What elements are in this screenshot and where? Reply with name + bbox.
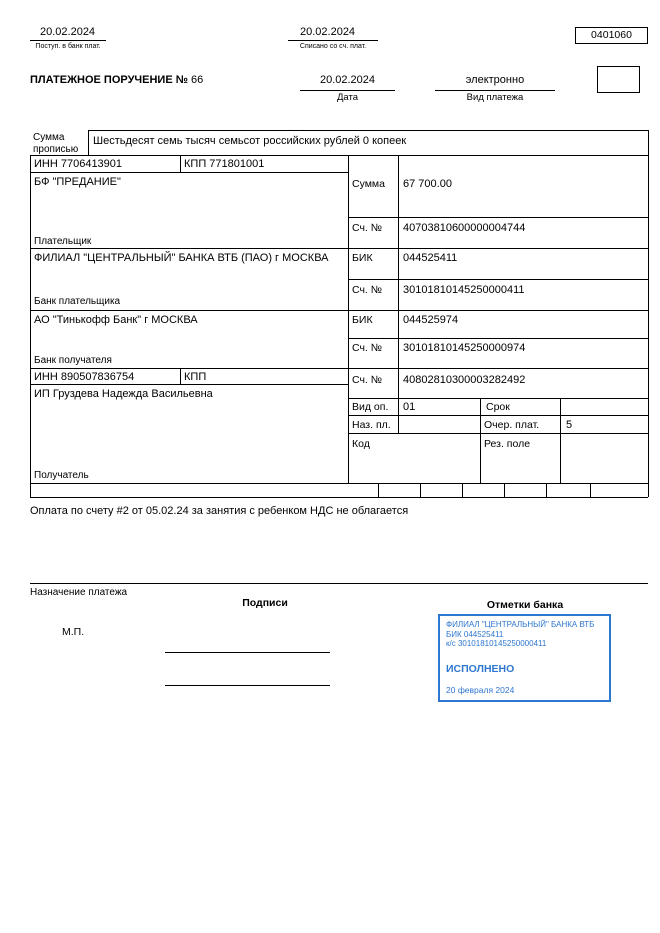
document-number: 66 xyxy=(191,74,204,86)
table-border-line xyxy=(398,155,399,433)
payee-account-value: 40802810300003282492 xyxy=(403,374,526,386)
payer-account-value: 40703810600000004744 xyxy=(403,222,526,234)
payer-bank-section-label: Банк плательщика xyxy=(34,296,121,307)
purpose-text: Оплата по счету #2 от 05.02.24 за занятия с ребенком НДС не облагается xyxy=(30,505,409,517)
payer-inn: ИНН 7706413901 xyxy=(34,158,123,170)
table-border-line xyxy=(348,415,648,416)
table-border-line xyxy=(480,398,481,483)
signatures-label: Подписи xyxy=(242,597,288,609)
table-border-line xyxy=(30,172,348,173)
table-border-line xyxy=(30,155,648,156)
table-border-line xyxy=(88,130,648,131)
signature-line xyxy=(165,685,330,686)
payer-bank-account-value: 30101810145250000411 xyxy=(403,284,525,296)
payment-kind-label: Вид платежа xyxy=(466,92,524,103)
table-border-line xyxy=(30,368,648,369)
payee-section-label: Получатель xyxy=(34,470,89,481)
stamp-bank-name: ФИЛИАЛ "ЦЕНТРАЛЬНЫЙ" БАНКА ВТБ xyxy=(446,620,595,629)
form-code-box xyxy=(575,27,648,44)
purpose-code-label: Наз. пл. xyxy=(352,419,391,431)
table-border-line xyxy=(648,130,649,497)
payer-bank-bik-label: БИК xyxy=(352,252,373,264)
document-date: 20.02.2024 xyxy=(319,74,376,86)
payee-bank-account-label: Сч. № xyxy=(352,342,383,354)
payer-bank-account-label: Сч. № xyxy=(352,284,383,296)
payee-inn: ИНН 890507836754 xyxy=(34,371,135,383)
payer-account-label: Сч. № xyxy=(352,222,383,234)
payer-bank-bik-value: 044525411 xyxy=(403,252,458,264)
amount-words-label: Сумма прописью xyxy=(33,132,79,155)
table-border-line xyxy=(30,248,648,249)
payee-bank-account-value: 30101810145250000974 xyxy=(403,342,526,354)
table-border-line xyxy=(348,217,648,218)
sum-label: Сумма xyxy=(352,178,385,190)
table-border-line xyxy=(180,368,181,384)
payer-name: БФ "ПРЕДАНИЕ" xyxy=(34,176,121,188)
table-border-line xyxy=(348,398,648,399)
table-border-line xyxy=(30,497,648,498)
table-border-line xyxy=(348,338,648,339)
table-border-line xyxy=(462,483,463,497)
table-border-line xyxy=(378,483,379,497)
table-border-line xyxy=(30,155,31,497)
sum-value: 67 700.00 xyxy=(403,178,452,190)
payer-bank-name: ФИЛИАЛ "ЦЕНТРАЛЬНЫЙ" БАНКА ВТБ (ПАО) г МОСКВА xyxy=(34,252,329,264)
date-debited-label: Списано со сч. плат. xyxy=(299,43,367,50)
payee-bank-name: АО "Тинькофф Банк" г МОСКВА xyxy=(34,314,198,326)
op-type-label: Вид оп. xyxy=(352,401,389,413)
payee-account-label: Сч. № xyxy=(352,374,383,386)
payee-bank-bik-label: БИК xyxy=(352,314,373,326)
payee-name: ИП Груздева Надежда Васильевна xyxy=(34,388,213,400)
form-code: 0401060 xyxy=(591,29,632,41)
table-border-line xyxy=(30,384,348,385)
priority-label: Очер. плат. xyxy=(484,419,540,431)
table-border-line xyxy=(30,483,648,484)
table-border-line xyxy=(348,433,648,434)
table-border-line xyxy=(546,483,547,497)
bank-marks-label: Отметки банка xyxy=(486,599,564,611)
date-debited-underline xyxy=(288,40,378,41)
payment-kind: электронно xyxy=(465,74,525,86)
payee-bank-bik-value: 044525974 xyxy=(403,314,459,326)
purpose-underline xyxy=(30,583,648,584)
amount-words-value: Шестьдесят семь тысяч семьсот российских рублей 0 копеек xyxy=(93,135,407,147)
date-received-label: Поступ. в банк плат. xyxy=(35,43,101,50)
payer-section-label: Плательщик xyxy=(34,236,92,247)
payee-bank-section-label: Банк получателя xyxy=(34,355,112,366)
stamp-bik: БИК 044525411 xyxy=(446,629,504,639)
document-date-label: Дата xyxy=(336,92,359,103)
op-type-value: 01 xyxy=(403,401,416,413)
table-border-line xyxy=(30,310,648,311)
reserve-field-label: Рез. поле xyxy=(484,438,531,450)
stamp-date: 20 февраля 2024 xyxy=(446,684,515,695)
table-border-line xyxy=(560,398,561,483)
payee-kpp-label: КПП xyxy=(184,371,207,383)
priority-value: 5 xyxy=(566,419,573,431)
stamp-corr-account: к/с 30101810145250000411 xyxy=(446,639,547,649)
stamp-place-label: М.П. xyxy=(62,626,85,638)
payment-kind-underline xyxy=(435,90,555,91)
table-border-line xyxy=(180,155,181,172)
bank-stamp xyxy=(438,614,611,702)
table-border-line xyxy=(88,130,89,155)
code-label: Код xyxy=(352,438,370,450)
date-debited-value: 20.02.2024 xyxy=(300,26,356,38)
document-date-underline xyxy=(300,90,395,91)
status-checkbox xyxy=(597,66,640,93)
table-border-line xyxy=(348,155,349,483)
table-border-line xyxy=(590,483,591,497)
table-border-line xyxy=(420,483,421,497)
term-label: Срок xyxy=(486,401,510,413)
signature-line xyxy=(165,652,330,653)
purpose-label: Назначение платежа xyxy=(30,587,128,598)
date-received-underline xyxy=(30,40,106,41)
document-title-label: ПЛАТЕЖНОЕ ПОРУЧЕНИЕ № xyxy=(30,74,188,86)
date-received-value: 20.02.2024 xyxy=(40,26,96,38)
table-border-line xyxy=(348,279,648,280)
payer-kpp: КПП 771801001 xyxy=(184,158,265,170)
stamp-status: ИСПОЛНЕНО xyxy=(446,662,515,675)
table-border-line xyxy=(504,483,505,497)
document-title xyxy=(30,74,203,87)
